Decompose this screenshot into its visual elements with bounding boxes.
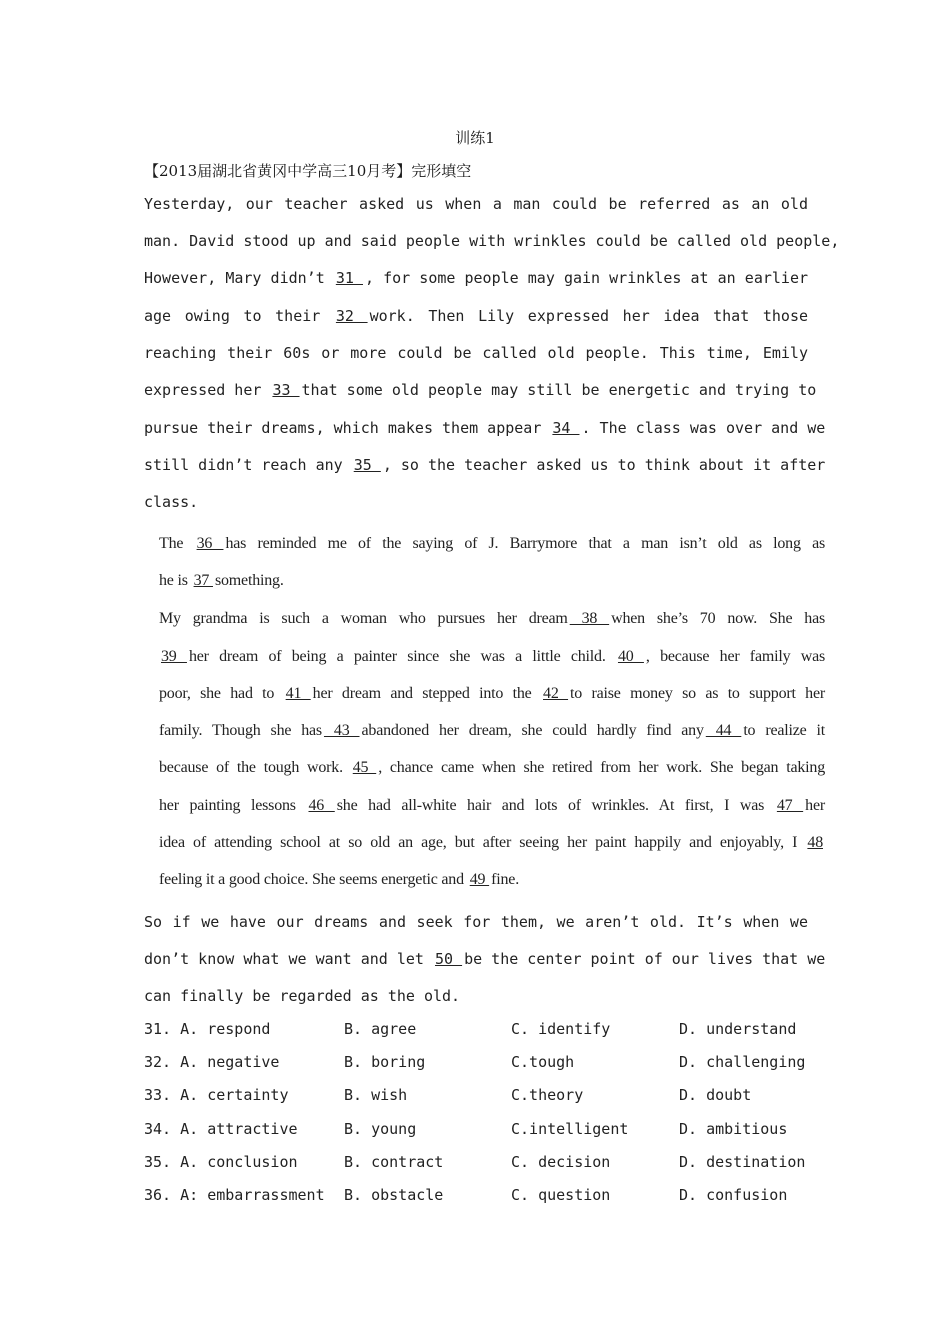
answer-blank: 33 bbox=[272, 381, 300, 399]
passage-line bbox=[159, 570, 825, 592]
passage-text: However, Mary didn’t bbox=[144, 269, 334, 287]
answer-blank: 39 bbox=[161, 648, 187, 665]
option-row bbox=[144, 1053, 824, 1073]
answer-blank: 37 bbox=[193, 572, 213, 589]
answer-blank: 31 bbox=[335, 269, 363, 287]
passage-text: because of the tough work. bbox=[159, 759, 351, 776]
answer-blank: 48 bbox=[807, 834, 823, 851]
option-choice: C. identify bbox=[511, 1020, 611, 1038]
passage-text: work. Then Lily expressed her idea that those bbox=[369, 307, 809, 325]
answer-blank: 35 bbox=[353, 456, 381, 474]
answer-blank: 49 bbox=[469, 871, 490, 888]
passage-text: to raise money so as to support her bbox=[570, 685, 826, 702]
passage-text: to realize it bbox=[743, 722, 825, 739]
passage-text: has reminded me of the saying of J. Barrymore that a man isn’t old as long as bbox=[225, 535, 825, 552]
passage-text: family. Though she has bbox=[159, 722, 322, 739]
option-choice: B. boring bbox=[344, 1053, 426, 1071]
passage-line bbox=[159, 795, 825, 817]
passage-line bbox=[144, 912, 808, 932]
option-row bbox=[144, 1186, 824, 1206]
option-choice: 35. A. conclusion bbox=[144, 1153, 298, 1171]
option-choice: D. ambitious bbox=[679, 1120, 788, 1138]
passage-line bbox=[159, 533, 825, 555]
passage-line bbox=[144, 380, 817, 400]
option-choice: D. understand bbox=[679, 1020, 797, 1038]
answer-blank: 34 bbox=[552, 419, 580, 437]
passage-line bbox=[144, 455, 826, 475]
passage-text: something. bbox=[214, 572, 284, 589]
passage-line bbox=[144, 343, 808, 363]
passage-text: So if we have our dreams and seek for them, we aren’t old. It’s when we bbox=[144, 913, 808, 931]
passage-line bbox=[144, 949, 826, 969]
passage-text: poor, she had to bbox=[159, 685, 284, 702]
passage-text: idea of attending school at so old an age, but after seeing her paint happily and enjoyably, I bbox=[159, 834, 806, 851]
answer-blank: 40 bbox=[617, 648, 644, 665]
passage-line bbox=[159, 720, 825, 742]
passage-text: can finally be regarded as the old. bbox=[144, 987, 461, 1005]
answer-blank: 42 bbox=[543, 685, 569, 702]
passage-text: class. bbox=[144, 493, 199, 511]
passage-text: her dream and stepped into the bbox=[312, 685, 542, 702]
option-choice: D. destination bbox=[679, 1153, 806, 1171]
passage-text: feeling it a good choice. She seems energetic and bbox=[159, 871, 468, 888]
passage-text: be the center point of our lives that we bbox=[464, 950, 826, 968]
passage-line bbox=[159, 757, 825, 779]
passage-text: don’t know what we want and let bbox=[144, 950, 433, 968]
answer-blank: 46 bbox=[308, 797, 335, 814]
section-source-heading: 【2013届湖北省黄冈中学高三10月考】完形填空 bbox=[144, 162, 472, 180]
passage-text: , chance came when she retired from her work. She began taking bbox=[378, 759, 825, 776]
answer-blank: 41 bbox=[285, 685, 311, 702]
option-choice: 34. A. attractive bbox=[144, 1120, 298, 1138]
passage-line bbox=[159, 832, 825, 854]
passage-text: fine. bbox=[491, 871, 520, 888]
option-choice: 32. A. negative bbox=[144, 1053, 280, 1071]
passage-text: . The class was over and we bbox=[581, 419, 826, 437]
passage-line bbox=[159, 608, 825, 630]
option-choice: B. agree bbox=[344, 1020, 417, 1038]
option-choice: C. question bbox=[511, 1186, 611, 1204]
option-row bbox=[144, 1086, 824, 1106]
passage-text: My grandma is such a woman who pursues her dream bbox=[159, 610, 568, 627]
passage-text: her painting lessons bbox=[159, 797, 307, 814]
option-row bbox=[144, 1120, 824, 1140]
passage-text: pursue their dreams, which makes them appear bbox=[144, 419, 551, 437]
passage-text: age owing to their bbox=[144, 307, 334, 325]
answer-blank: 43 bbox=[323, 722, 360, 739]
passage-text: , so the teacher asked us to think about it after bbox=[382, 456, 826, 474]
answer-blank: 32 bbox=[335, 307, 368, 325]
passage-text: that some old people may still be energetic and trying to bbox=[301, 381, 817, 399]
passage-text: The bbox=[159, 535, 195, 552]
option-row bbox=[144, 1153, 824, 1173]
option-choice: 31. A. respond bbox=[144, 1020, 271, 1038]
passage-line bbox=[144, 194, 808, 214]
option-choice: D. challenging bbox=[679, 1053, 806, 1071]
passage-text: , because her family was bbox=[645, 648, 825, 665]
passage-text: man. David stood up and said people with wrinkles could be called old people, bbox=[144, 232, 840, 250]
passage-text: when she’s 70 now. She has bbox=[611, 610, 825, 627]
option-choice: B. young bbox=[344, 1120, 417, 1138]
option-choice: D. confusion bbox=[679, 1186, 788, 1204]
passage-text: she had all-white hair and lots of wrinkles. At first, I was bbox=[336, 797, 775, 814]
passage-line bbox=[144, 986, 808, 1006]
passage-line bbox=[144, 268, 808, 288]
answer-blank: 50 bbox=[434, 950, 463, 968]
passage-line bbox=[159, 869, 825, 891]
passage-line bbox=[159, 683, 825, 705]
passage-line bbox=[144, 492, 808, 512]
page-title: 训练1 bbox=[455, 129, 495, 147]
option-choice: C. decision bbox=[511, 1153, 611, 1171]
passage-text: , for some people may gain wrinkles at an earlier bbox=[364, 269, 809, 287]
option-choice: 36. A: embarrassment bbox=[144, 1186, 325, 1204]
answer-blank: 47 bbox=[776, 797, 804, 814]
option-choice: B. obstacle bbox=[344, 1186, 444, 1204]
option-choice: C.theory bbox=[511, 1086, 584, 1104]
answer-blank: 36 bbox=[196, 535, 224, 552]
passage-text: expressed her bbox=[144, 381, 271, 399]
passage-text: her bbox=[805, 797, 825, 814]
option-choice: C.intelligent bbox=[511, 1120, 629, 1138]
option-choice: C.tough bbox=[511, 1053, 575, 1071]
option-choice: 33. A. certainty bbox=[144, 1086, 289, 1104]
passage-text: reaching their 60s or more could be called old people. This time, Emily bbox=[144, 344, 808, 362]
answer-blank: 38 bbox=[569, 610, 610, 627]
passage-line bbox=[144, 418, 826, 438]
option-choice: D. doubt bbox=[679, 1086, 752, 1104]
option-choice: B. contract bbox=[344, 1153, 444, 1171]
passage-text: he is bbox=[159, 572, 192, 589]
answer-blank: 45 bbox=[352, 759, 377, 776]
passage-line bbox=[159, 646, 825, 668]
answer-blank: 44 bbox=[705, 722, 742, 739]
passage-text: Yesterday, our teacher asked us when a man could be referred as an old bbox=[144, 195, 808, 213]
passage-text: her dream of being a painter since she was a little child. bbox=[188, 648, 616, 665]
passage-line bbox=[144, 231, 840, 251]
option-choice: B. wish bbox=[344, 1086, 408, 1104]
passage-line bbox=[144, 306, 808, 326]
option-row bbox=[144, 1020, 824, 1040]
passage-text: abandoned her dream, she could hardly find any bbox=[361, 722, 704, 739]
passage-text: still didn’t reach any bbox=[144, 456, 352, 474]
